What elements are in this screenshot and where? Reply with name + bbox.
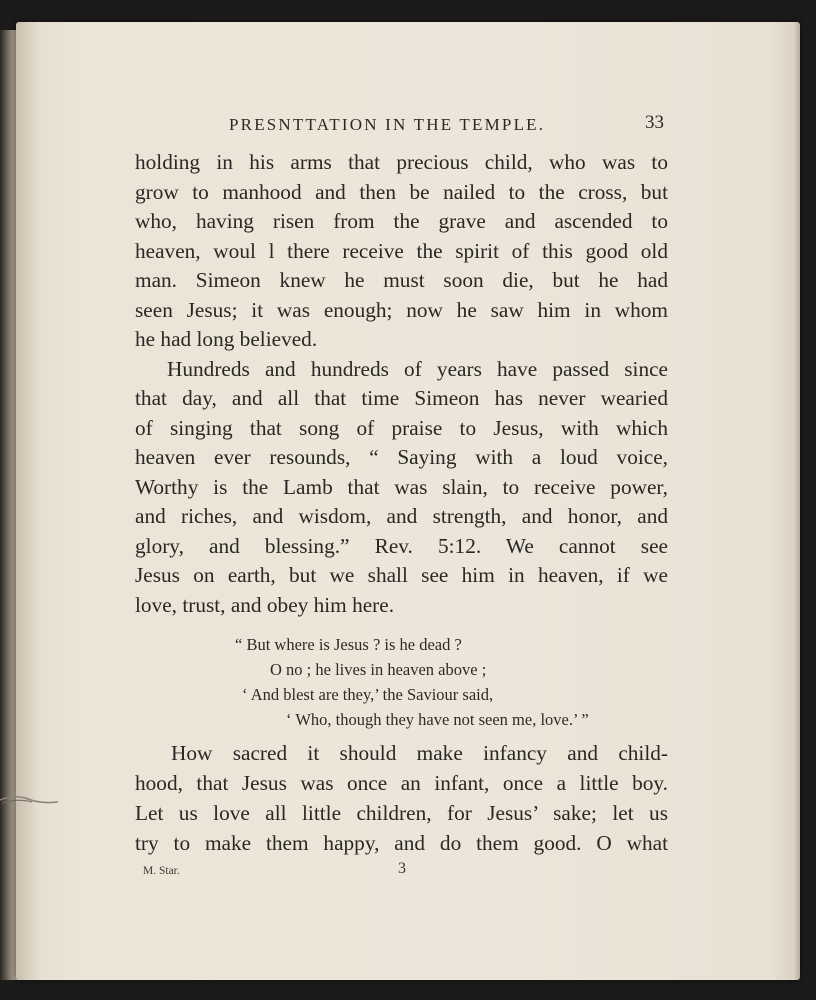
text-line: try to make them happy, and do them good. O what [135,831,668,855]
text-line: love, trust, and obey him here. [135,592,395,617]
text-line: seen Jesus; it was enough; now he saw him in whom [135,297,668,322]
page-edge-shadow [794,22,800,980]
paragraph-3-first-line [135,738,668,768]
text-line: heaven, woul l there receive the spirit of this good old [135,238,668,263]
binding-thread [0,790,60,810]
signature-mark: M. Star. [143,865,180,877]
text-line: glory, and blessing.” Rev. 5:12. We cannot see [135,533,668,558]
poem-line: “ But where is Jesus ? is he dead ? [235,635,462,654]
poem-line: ‘ Who, though they have not seen me, love.’ ” [286,710,589,729]
poem-line: ‘ And blest are they,’ the Saviour said, [242,685,494,704]
body-text [135,148,668,620]
text-line: who, having risen from the grave and ascended to [135,209,668,233]
paragraph-2-first-line [135,355,668,385]
text-line: Hundreds and hundreds of years have passed since [167,356,668,381]
text-line: heaven ever resounds, “ Saying with a loud voice, [135,445,668,469]
text-line: and riches, and wisdom, and strength, and honor, and [135,504,668,528]
running-title: PRESNTTATION IN THE TEMPLE. [229,115,546,134]
text-line: Worthy is the Lamb that was slain, to receive power, [135,474,668,499]
text-line: How sacred it should make infancy and child- [171,741,668,765]
text-line: Let us love all little children, for Jesus’ sake; let us [135,801,668,825]
text-line: he had long believed. [135,327,318,351]
text-line: Jesus on earth, but we shall see him in heaven, if we [135,563,668,587]
text-line: grow to manhood and then be nailed to the cross, but [135,179,668,204]
text-line: man. Simeon knew he must soon die, but he had [135,268,668,292]
text-line: hood, that Jesus was once an infant, once a little boy. [135,771,668,795]
signature-number: 3 [398,860,406,877]
text-line: that day, and all that time Simeon has never wearied [135,386,668,410]
body-text-continued [135,738,668,858]
text-line: of singing that song of praise to Jesus, with which [135,415,668,440]
poem-line: O no ; he lives in heaven above ; [270,660,487,679]
text-line: holding in his arms that precious child, who was to [135,150,668,174]
page-number: 33 [645,112,664,133]
